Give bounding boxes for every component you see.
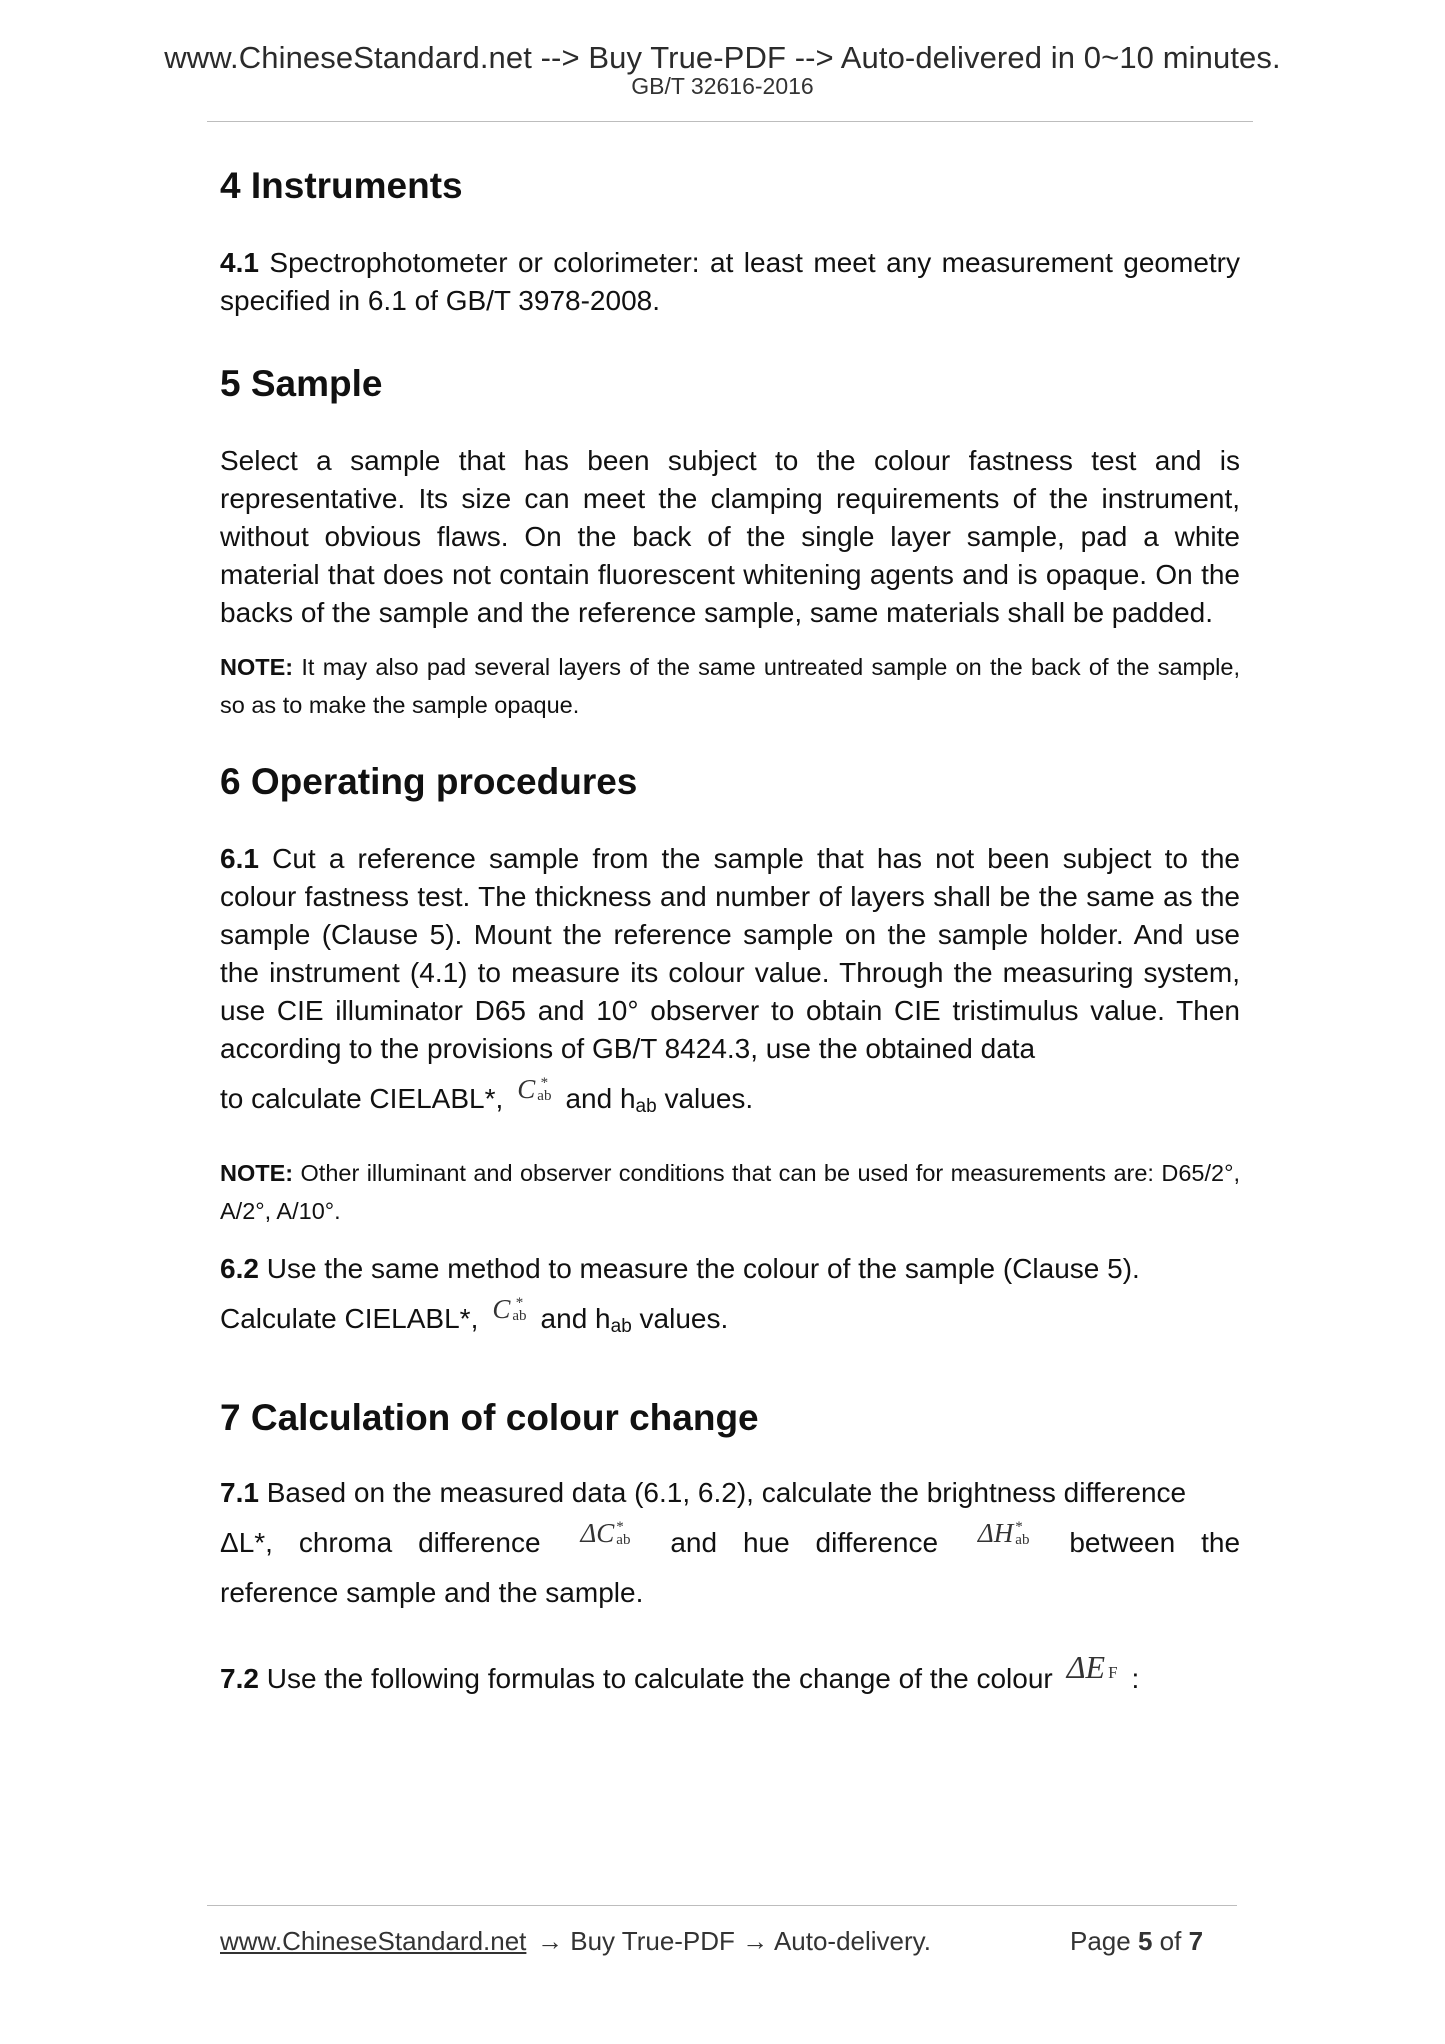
page-of: of — [1159, 1926, 1182, 1956]
sup-sub-stack — [537, 1077, 551, 1103]
clause-6-1 — [220, 840, 1240, 1068]
text-segment: between the — [1069, 1527, 1241, 1558]
symbol-letter: C — [517, 1074, 536, 1104]
section-heading-4: 4 Instruments — [220, 165, 463, 206]
document-body — [220, 160, 1240, 1714]
clause-text: Use the following formulas to calculate the change of the colour — [266, 1663, 1053, 1694]
header-divider — [207, 121, 1253, 122]
subscript: ab — [635, 1096, 657, 1117]
sup-sub-stack — [512, 1297, 526, 1323]
clause-6-1-calc — [220, 1068, 1240, 1138]
clause-number: 7.1 — [220, 1477, 259, 1508]
superscript-star: * — [540, 1075, 549, 1091]
superscript-star: * — [616, 1519, 624, 1535]
clause-number: 7.2 — [220, 1663, 259, 1694]
section-heading-5: 5 Sample — [220, 363, 383, 404]
text-segment: ΔL*, chroma difference — [220, 1527, 541, 1558]
calc-suffix: values. — [664, 1083, 754, 1114]
note-label: NOTE: — [220, 654, 294, 680]
clause-text: Cut a reference sample from the sample that has not been subject to the colour fastness test. The thickness and number of layers shall be the same as the sample (Clause 5). Mount the reference sample on the sample holder. And use the instrument (4.1) to measure its colour value. Through the measuring system, use CIE illuminator D65 and 10° observer to obtain CIE tristimulus value. Then according to the provisions of GB/T 8424.3, use the obtained data — [220, 843, 1240, 1064]
section-heading-7: 7 Calculation of colour change — [220, 1397, 759, 1438]
clause-6-2 — [220, 1250, 1240, 1288]
subscript-ab: ab — [512, 1308, 527, 1324]
site-banner: www.ChineseStandard.net --> Buy True-PDF --> Auto-delivered in 0~10 minutes. — [164, 40, 1281, 75]
text-segment: and hue difference — [670, 1527, 939, 1558]
clause-text: Based on the measured data (6.1, 6.2), calculate the brightness difference — [266, 1477, 1187, 1508]
delta-e-f-symbol — [1067, 1636, 1118, 1704]
calc-prefix: to calculate CIELABL*, — [220, 1083, 504, 1114]
clause-number: 4.1 — [220, 247, 259, 278]
note-text: Other illuminant and observer conditions that can be used for measurements are: D65/2°, A/2°, A/10°. — [220, 1160, 1240, 1224]
symbol-letter: C — [492, 1294, 511, 1324]
clause-7-1-line2 — [220, 1512, 1240, 1574]
page-indicator — [1070, 1926, 1203, 1957]
colon: : — [1131, 1663, 1140, 1694]
standard-code: GB/T 32616-2016 — [631, 73, 814, 99]
calc-and: and h — [565, 1083, 636, 1114]
symbol-letter: ΔE — [1066, 1649, 1106, 1685]
clause-4-1 — [220, 244, 1240, 320]
superscript-star: * — [515, 1295, 524, 1311]
note-text: It may also pad several layers of the same untreated sample on the back of the sample, so as to make the sample opaque. — [220, 654, 1241, 718]
subscript-f: F — [1108, 1663, 1118, 1682]
chroma-c-ab-symbol — [492, 1278, 526, 1340]
section-heading-6: 6 Operating procedures — [220, 761, 638, 802]
subscript-ab: ab — [1015, 1532, 1030, 1548]
clause-5-body: Select a sample that has been subject to the colour fastness test and is representative. Its size can meet the clamping requirements of the instrument, without obvious flaws. On the back of the single layer sample, pad a white material that does not contain fluorescent whitening agents and is opaque. On the backs of the sample and the reference sample, same materials shall be padded. — [220, 445, 1240, 628]
clause-number: 6.2 — [220, 1253, 259, 1284]
footer-tagline: → Buy True-PDF → Auto-delivery. — [537, 1926, 931, 1956]
delta-h-ab-symbol — [978, 1502, 1030, 1564]
calc-and: and h — [540, 1303, 611, 1334]
clause-text: Use the same method to measure the colour of the sample (Clause 5). — [266, 1253, 1140, 1284]
page-current: 5 — [1137, 1926, 1153, 1956]
clause-text: Spectrophotometer or colorimeter: at least meet any measurement geometry specified in 6.1 of GB/T 3978-2008. — [220, 247, 1241, 316]
clause-7-1 — [220, 1474, 1240, 1512]
symbol-letter: ΔC — [580, 1518, 615, 1548]
clause-number: 6.1 — [220, 843, 259, 874]
symbol-letter: ΔH — [977, 1518, 1014, 1548]
subscript-ab: ab — [537, 1088, 552, 1104]
note-6 — [220, 1154, 1240, 1230]
chroma-c-ab-symbol — [517, 1058, 551, 1120]
footer-site-link[interactable]: www.ChineseStandard.net — [220, 1926, 527, 1956]
subscript: ab — [610, 1316, 632, 1337]
clause-6-2-calc — [220, 1288, 1240, 1358]
superscript-star: * — [1015, 1519, 1023, 1535]
calc-prefix: Calculate CIELABL*, — [220, 1303, 479, 1334]
delta-c-ab-symbol — [580, 1502, 630, 1564]
clause-7-2 — [220, 1646, 1240, 1714]
sup-sub-stack — [616, 1521, 630, 1547]
footer-divider — [207, 1905, 1237, 1906]
clause-7-1-line3: reference sample and the sample. — [220, 1577, 644, 1608]
page-label: Page — [1070, 1926, 1131, 1956]
page-total: 7 — [1188, 1926, 1204, 1956]
calc-suffix: values. — [639, 1303, 729, 1334]
sup-sub-stack — [1015, 1521, 1029, 1547]
note-label: NOTE: — [220, 1160, 294, 1186]
subscript-ab: ab — [616, 1532, 631, 1548]
note-5 — [220, 648, 1240, 724]
